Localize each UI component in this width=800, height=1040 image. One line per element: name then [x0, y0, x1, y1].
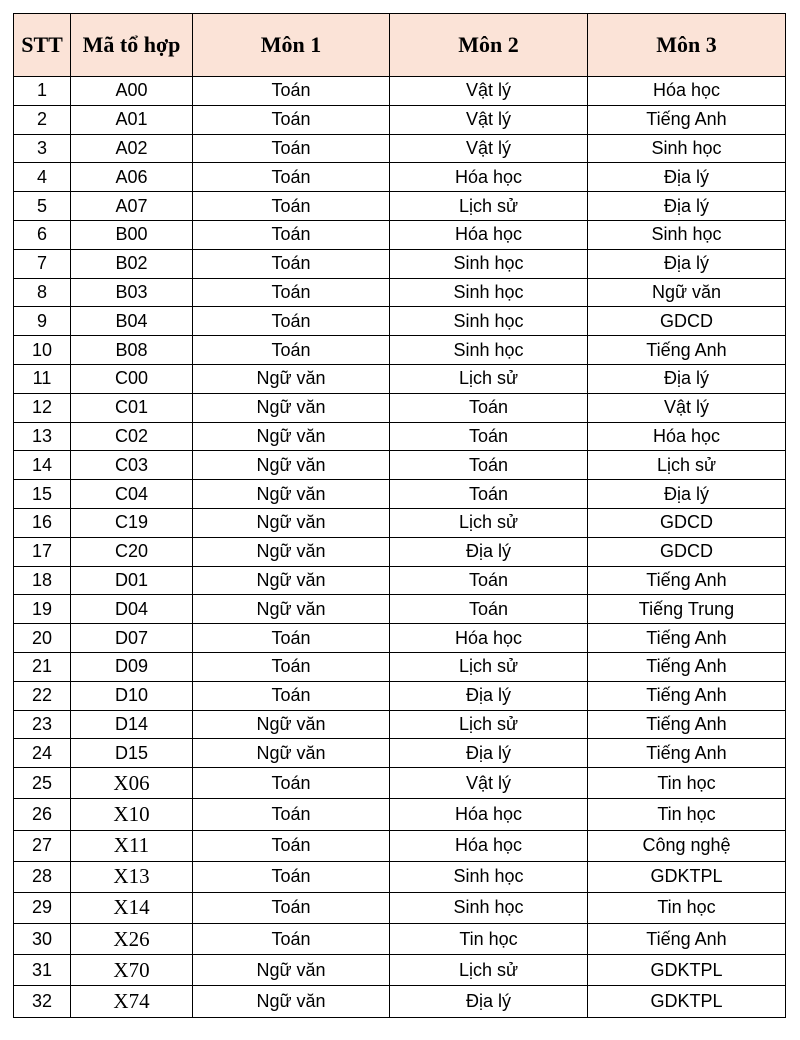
cell-code: D15: [71, 739, 193, 768]
cell-subject-1: Toán: [193, 307, 390, 336]
cell-subject-2: Toán: [390, 422, 588, 451]
cell-code: X11: [71, 830, 193, 861]
table-row: [14, 595, 786, 624]
cell-subject-1: Toán: [193, 652, 390, 681]
cell-stt: 19: [14, 595, 71, 624]
cell-subject-2: Lịch sử: [390, 192, 588, 221]
cell-stt: 23: [14, 710, 71, 739]
cell-stt: 25: [14, 768, 71, 799]
cell-code: X14: [71, 892, 193, 923]
cell-code: C01: [71, 393, 193, 422]
cell-stt: 7: [14, 249, 71, 278]
header-subject-2: Môn 2: [390, 14, 588, 77]
cell-subject-1: Ngữ văn: [193, 508, 390, 537]
cell-stt: 31: [14, 955, 71, 986]
table-row: [14, 77, 786, 106]
table-row: [14, 652, 786, 681]
cell-stt: 13: [14, 422, 71, 451]
cell-subject-1: Ngữ văn: [193, 364, 390, 393]
cell-stt: 10: [14, 336, 71, 365]
table-body: [14, 77, 786, 1018]
cell-subject-1: Ngữ văn: [193, 422, 390, 451]
cell-stt: 15: [14, 480, 71, 509]
cell-stt: 22: [14, 681, 71, 710]
cell-code: C02: [71, 422, 193, 451]
cell-code: D09: [71, 652, 193, 681]
cell-subject-2: Sinh học: [390, 249, 588, 278]
cell-subject-3: Tiếng Anh: [588, 105, 786, 134]
cell-subject-3: GDCD: [588, 307, 786, 336]
cell-stt: 5: [14, 192, 71, 221]
cell-code: D10: [71, 681, 193, 710]
table-row: [14, 192, 786, 221]
cell-subject-2: Sinh học: [390, 892, 588, 923]
table-row: [14, 307, 786, 336]
table-row: [14, 278, 786, 307]
cell-subject-1: Toán: [193, 624, 390, 653]
cell-subject-2: Hóa học: [390, 830, 588, 861]
cell-subject-2: Lịch sử: [390, 652, 588, 681]
cell-subject-1: Toán: [193, 892, 390, 923]
cell-subject-1: Ngữ văn: [193, 480, 390, 509]
cell-stt: 30: [14, 924, 71, 955]
cell-subject-1: Ngữ văn: [193, 710, 390, 739]
cell-subject-3: Tin học: [588, 799, 786, 830]
cell-code: D04: [71, 595, 193, 624]
cell-code: B02: [71, 249, 193, 278]
cell-subject-1: Ngữ văn: [193, 451, 390, 480]
cell-subject-3: Địa lý: [588, 163, 786, 192]
cell-code: A01: [71, 105, 193, 134]
cell-subject-3: Địa lý: [588, 249, 786, 278]
cell-stt: 21: [14, 652, 71, 681]
cell-code: D01: [71, 566, 193, 595]
cell-stt: 14: [14, 451, 71, 480]
table-row: [14, 393, 786, 422]
cell-subject-2: Vật lý: [390, 105, 588, 134]
cell-subject-2: Toán: [390, 595, 588, 624]
table-row: [14, 105, 786, 134]
cell-stt: 8: [14, 278, 71, 307]
table-row: [14, 537, 786, 566]
cell-code: A07: [71, 192, 193, 221]
header-subject-3: Môn 3: [588, 14, 786, 77]
header-subject-1: Môn 1: [193, 14, 390, 77]
cell-subject-1: Toán: [193, 163, 390, 192]
cell-subject-1: Ngữ văn: [193, 739, 390, 768]
cell-code: A02: [71, 134, 193, 163]
cell-subject-3: Tiếng Anh: [588, 924, 786, 955]
cell-subject-3: Tin học: [588, 768, 786, 799]
cell-subject-2: Sinh học: [390, 336, 588, 365]
cell-subject-1: Ngữ văn: [193, 986, 390, 1017]
cell-subject-1: Toán: [193, 924, 390, 955]
cell-subject-3: GDKTPL: [588, 955, 786, 986]
cell-subject-2: Toán: [390, 393, 588, 422]
cell-subject-2: Hóa học: [390, 220, 588, 249]
cell-subject-3: Lịch sử: [588, 451, 786, 480]
cell-subject-3: Tiếng Anh: [588, 336, 786, 365]
cell-subject-1: Toán: [193, 768, 390, 799]
cell-code: B03: [71, 278, 193, 307]
cell-subject-2: Tin học: [390, 924, 588, 955]
table-row: [14, 364, 786, 393]
cell-subject-2: Vật lý: [390, 134, 588, 163]
table-row: [14, 480, 786, 509]
cell-subject-3: Vật lý: [588, 393, 786, 422]
cell-subject-2: Hóa học: [390, 624, 588, 653]
cell-stt: 17: [14, 537, 71, 566]
cell-code: X10: [71, 799, 193, 830]
cell-stt: 29: [14, 892, 71, 923]
subject-combination-table: [13, 13, 786, 1018]
cell-subject-3: Tin học: [588, 892, 786, 923]
cell-subject-2: Vật lý: [390, 77, 588, 106]
cell-subject-3: Địa lý: [588, 364, 786, 393]
cell-subject-3: Tiếng Anh: [588, 710, 786, 739]
cell-subject-1: Toán: [193, 830, 390, 861]
header-row: [14, 14, 786, 77]
cell-subject-1: Toán: [193, 799, 390, 830]
cell-code: C04: [71, 480, 193, 509]
cell-subject-2: Hóa học: [390, 163, 588, 192]
cell-subject-2: Sinh học: [390, 278, 588, 307]
table-row: [14, 924, 786, 955]
cell-stt: 3: [14, 134, 71, 163]
table-row: [14, 508, 786, 537]
cell-stt: 28: [14, 861, 71, 892]
cell-code: C19: [71, 508, 193, 537]
cell-subject-2: Địa lý: [390, 681, 588, 710]
cell-subject-1: Ngữ văn: [193, 393, 390, 422]
cell-subject-2: Toán: [390, 451, 588, 480]
cell-subject-2: Lịch sử: [390, 508, 588, 537]
cell-stt: 2: [14, 105, 71, 134]
cell-code: C03: [71, 451, 193, 480]
cell-stt: 26: [14, 799, 71, 830]
table-row: [14, 422, 786, 451]
cell-subject-2: Địa lý: [390, 537, 588, 566]
cell-subject-1: Toán: [193, 134, 390, 163]
cell-subject-2: Hóa học: [390, 799, 588, 830]
cell-subject-1: Toán: [193, 249, 390, 278]
cell-code: A00: [71, 77, 193, 106]
cell-code: X70: [71, 955, 193, 986]
table-header: [14, 14, 786, 77]
cell-subject-3: Hóa học: [588, 422, 786, 451]
cell-subject-2: Lịch sử: [390, 710, 588, 739]
cell-stt: 9: [14, 307, 71, 336]
cell-subject-3: Địa lý: [588, 480, 786, 509]
cell-code: D14: [71, 710, 193, 739]
cell-subject-2: Sinh học: [390, 307, 588, 336]
table-row: [14, 861, 786, 892]
cell-subject-3: Tiếng Anh: [588, 624, 786, 653]
cell-subject-1: Toán: [193, 336, 390, 365]
cell-subject-2: Toán: [390, 566, 588, 595]
cell-stt: 18: [14, 566, 71, 595]
cell-subject-1: Toán: [193, 192, 390, 221]
table-row: [14, 986, 786, 1017]
cell-code: B00: [71, 220, 193, 249]
cell-subject-2: Lịch sử: [390, 364, 588, 393]
table-row: [14, 336, 786, 365]
table-row: [14, 681, 786, 710]
cell-stt: 24: [14, 739, 71, 768]
cell-code: A06: [71, 163, 193, 192]
table-row: [14, 220, 786, 249]
cell-subject-1: Ngữ văn: [193, 537, 390, 566]
header-code: Mã tổ hợp: [71, 14, 193, 77]
cell-subject-1: Toán: [193, 77, 390, 106]
table-row: [14, 955, 786, 986]
cell-code: D07: [71, 624, 193, 653]
cell-subject-1: Toán: [193, 105, 390, 134]
cell-code: B08: [71, 336, 193, 365]
cell-subject-1: Toán: [193, 278, 390, 307]
cell-subject-3: Tiếng Anh: [588, 652, 786, 681]
cell-subject-3: Ngữ văn: [588, 278, 786, 307]
cell-subject-3: Địa lý: [588, 192, 786, 221]
cell-subject-3: Công nghệ: [588, 830, 786, 861]
table-row: [14, 451, 786, 480]
cell-subject-1: Toán: [193, 681, 390, 710]
cell-subject-2: Địa lý: [390, 986, 588, 1017]
table-row: [14, 799, 786, 830]
table-row: [14, 739, 786, 768]
cell-stt: 20: [14, 624, 71, 653]
table-row: [14, 830, 786, 861]
cell-subject-3: Sinh học: [588, 220, 786, 249]
table-row: [14, 566, 786, 595]
table-row: [14, 163, 786, 192]
cell-stt: 16: [14, 508, 71, 537]
cell-subject-1: Toán: [193, 861, 390, 892]
cell-stt: 6: [14, 220, 71, 249]
cell-stt: 11: [14, 364, 71, 393]
cell-subject-2: Toán: [390, 480, 588, 509]
cell-stt: 32: [14, 986, 71, 1017]
cell-subject-3: GDCD: [588, 537, 786, 566]
cell-subject-3: Sinh học: [588, 134, 786, 163]
cell-subject-1: Ngữ văn: [193, 595, 390, 624]
cell-subject-3: GDKTPL: [588, 986, 786, 1017]
table-row: [14, 892, 786, 923]
table-row: [14, 768, 786, 799]
cell-subject-2: Địa lý: [390, 739, 588, 768]
cell-code: X74: [71, 986, 193, 1017]
cell-code: X13: [71, 861, 193, 892]
cell-subject-2: Lịch sử: [390, 955, 588, 986]
cell-subject-3: Tiếng Anh: [588, 739, 786, 768]
table-row: [14, 710, 786, 739]
cell-subject-1: Ngữ văn: [193, 955, 390, 986]
cell-subject-3: GDKTPL: [588, 861, 786, 892]
cell-stt: 1: [14, 77, 71, 106]
header-stt: STT: [14, 14, 71, 77]
cell-code: X26: [71, 924, 193, 955]
cell-subject-1: Ngữ văn: [193, 566, 390, 595]
cell-subject-2: Sinh học: [390, 861, 588, 892]
cell-subject-3: Tiếng Trung: [588, 595, 786, 624]
cell-code: B04: [71, 307, 193, 336]
cell-subject-2: Vật lý: [390, 768, 588, 799]
cell-subject-3: Tiếng Anh: [588, 566, 786, 595]
table-row: [14, 249, 786, 278]
table-row: [14, 624, 786, 653]
table-row: [14, 134, 786, 163]
cell-subject-1: Toán: [193, 220, 390, 249]
cell-subject-3: Hóa học: [588, 77, 786, 106]
cell-subject-3: Tiếng Anh: [588, 681, 786, 710]
cell-subject-3: GDCD: [588, 508, 786, 537]
cell-stt: 27: [14, 830, 71, 861]
cell-stt: 12: [14, 393, 71, 422]
cell-code: X06: [71, 768, 193, 799]
cell-code: C20: [71, 537, 193, 566]
cell-code: C00: [71, 364, 193, 393]
cell-stt: 4: [14, 163, 71, 192]
